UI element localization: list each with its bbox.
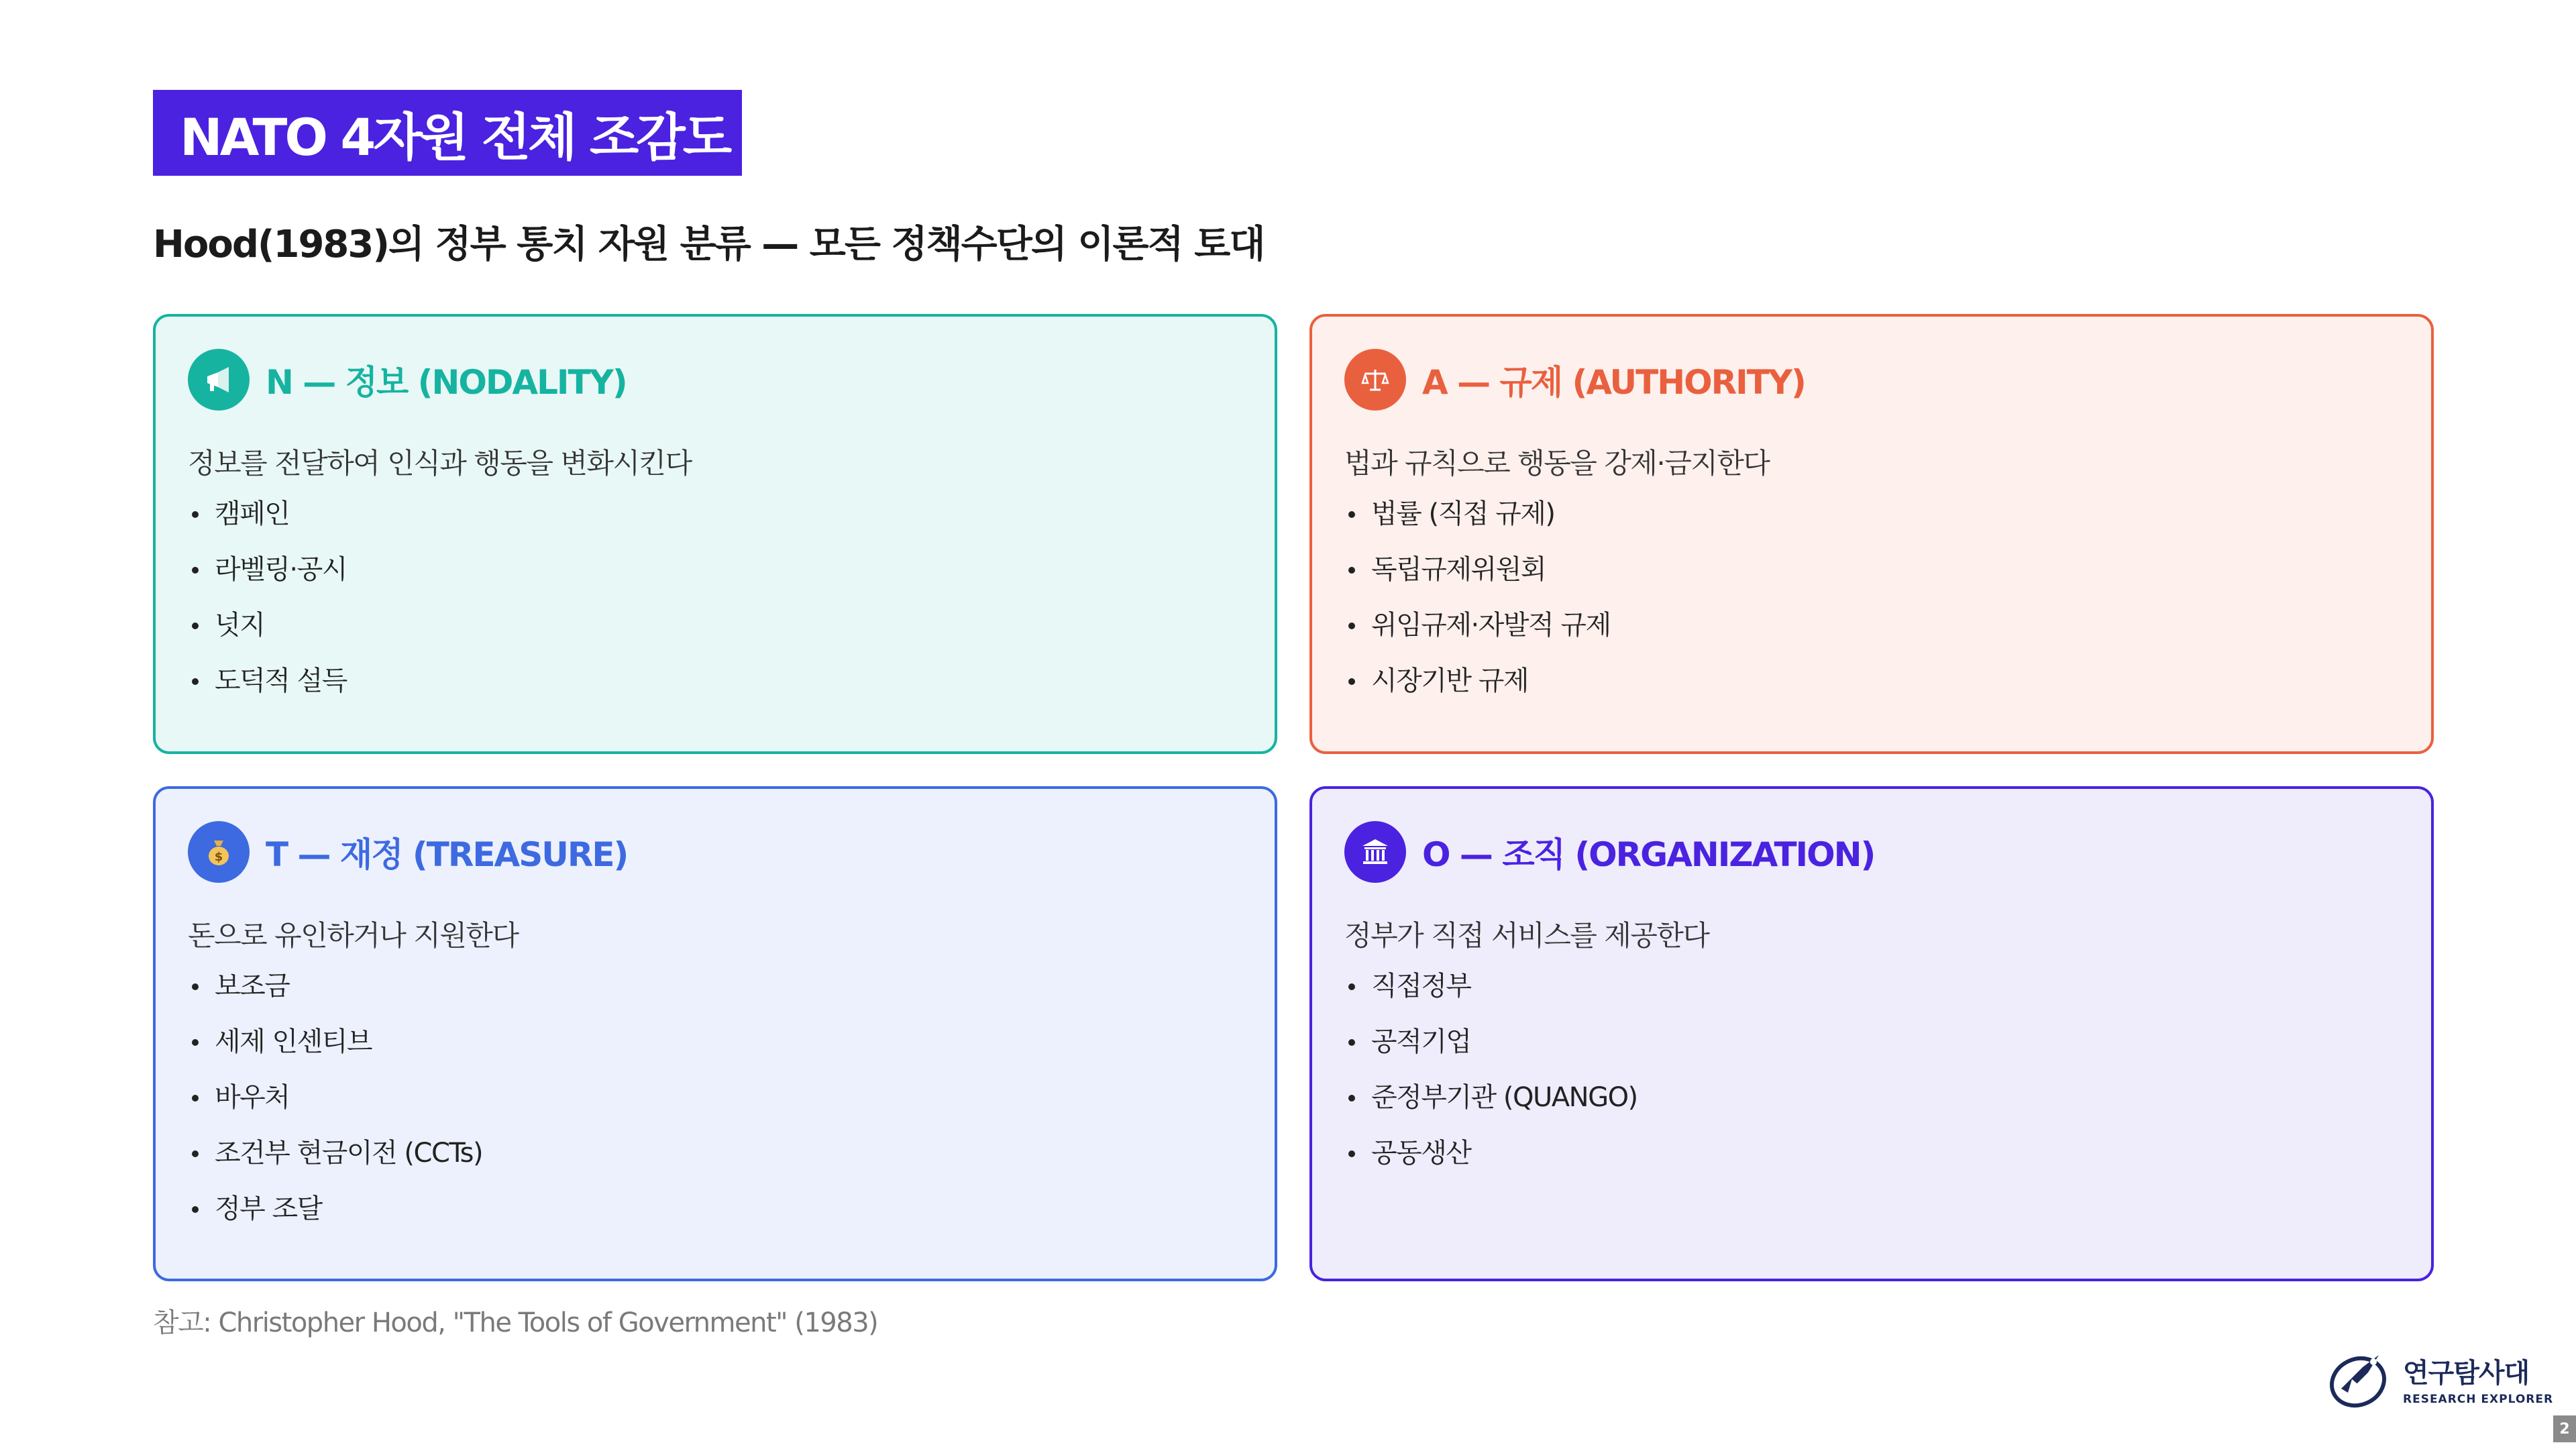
list-item: 넛지 [188, 605, 347, 661]
card-item-list [1344, 494, 1611, 716]
card-header [1344, 349, 1805, 411]
svg-text:$: $ [214, 850, 223, 864]
card-organization [1309, 786, 2434, 1281]
list-item: 직접정부 [1344, 966, 1638, 1022]
card-authority [1309, 314, 2434, 754]
list-item: 공동생산 [1344, 1133, 1638, 1189]
list-item: 라벨링·공시 [188, 549, 347, 605]
list-item: 도덕적 설득 [188, 661, 347, 716]
source-footnote: 참고: Christopher Hood, "The Tools of Government" (1983) [153, 1307, 878, 1338]
slide-subtitle: Hood(1983)의 정부 통치 자원 분류 — 모든 정책수단의 이론적 토대 [153, 223, 1265, 266]
list-item: 조건부 현금이전 (CCTs) [188, 1133, 482, 1189]
card-header [188, 349, 627, 411]
card-description: 정부가 직접 서비스를 제공한다 [1344, 919, 1709, 952]
card-header [1344, 821, 1874, 883]
card-title: A — 규제 (AUTHORITY) [1422, 363, 1805, 402]
list-item: 바우처 [188, 1077, 482, 1133]
card-title: N — 정보 (NODALITY) [266, 363, 627, 402]
card-nodality [153, 314, 1277, 754]
card-title: O — 조직 (ORGANIZATION) [1422, 835, 1875, 874]
scales-icon [1344, 349, 1406, 411]
list-item: 법률 (직접 규제) [1344, 494, 1611, 549]
list-item: 보조금 [188, 966, 482, 1022]
compass-logo-icon [2321, 1342, 2395, 1415]
card-description: 법과 규칙으로 행동을 강제·금지한다 [1344, 447, 1770, 480]
card-treasure [153, 786, 1277, 1281]
brand-logo [2321, 1342, 2553, 1415]
list-item: 정부 조달 [188, 1189, 482, 1244]
logo-text [2403, 1352, 2553, 1406]
card-item-list [1344, 966, 1638, 1189]
page-number: 2 [2553, 1415, 2576, 1442]
megaphone-icon [188, 349, 250, 411]
list-item: 위임규제·자발적 규제 [1344, 605, 1611, 661]
card-description: 돈으로 유인하거나 지원한다 [188, 919, 519, 952]
card-item-list [188, 966, 482, 1244]
slide-title-banner [153, 90, 742, 176]
card-title: T — 재정 (TREASURE) [266, 835, 628, 874]
list-item: 공적기업 [1344, 1022, 1638, 1077]
card-description: 정보를 전달하여 인식과 행동을 변화시킨다 [188, 447, 692, 480]
classical-building-icon [1344, 821, 1406, 883]
logo-name: 연구탐사대 [2403, 1357, 2530, 1389]
list-item: 시장기반 규제 [1344, 661, 1611, 716]
list-item: 캠페인 [188, 494, 347, 549]
card-header [188, 821, 627, 883]
money-bag-icon [188, 821, 250, 883]
logo-subtitle: RESEARCH EXPLORER [2403, 1392, 2554, 1406]
list-item: 준정부기관 (QUANGO) [1344, 1077, 1638, 1133]
list-item: 세제 인센티브 [188, 1022, 482, 1077]
slide-title: NATO 4자원 전체 조감도 [180, 107, 730, 167]
card-item-list [188, 494, 347, 716]
list-item: 독립규제위원회 [1344, 549, 1611, 605]
